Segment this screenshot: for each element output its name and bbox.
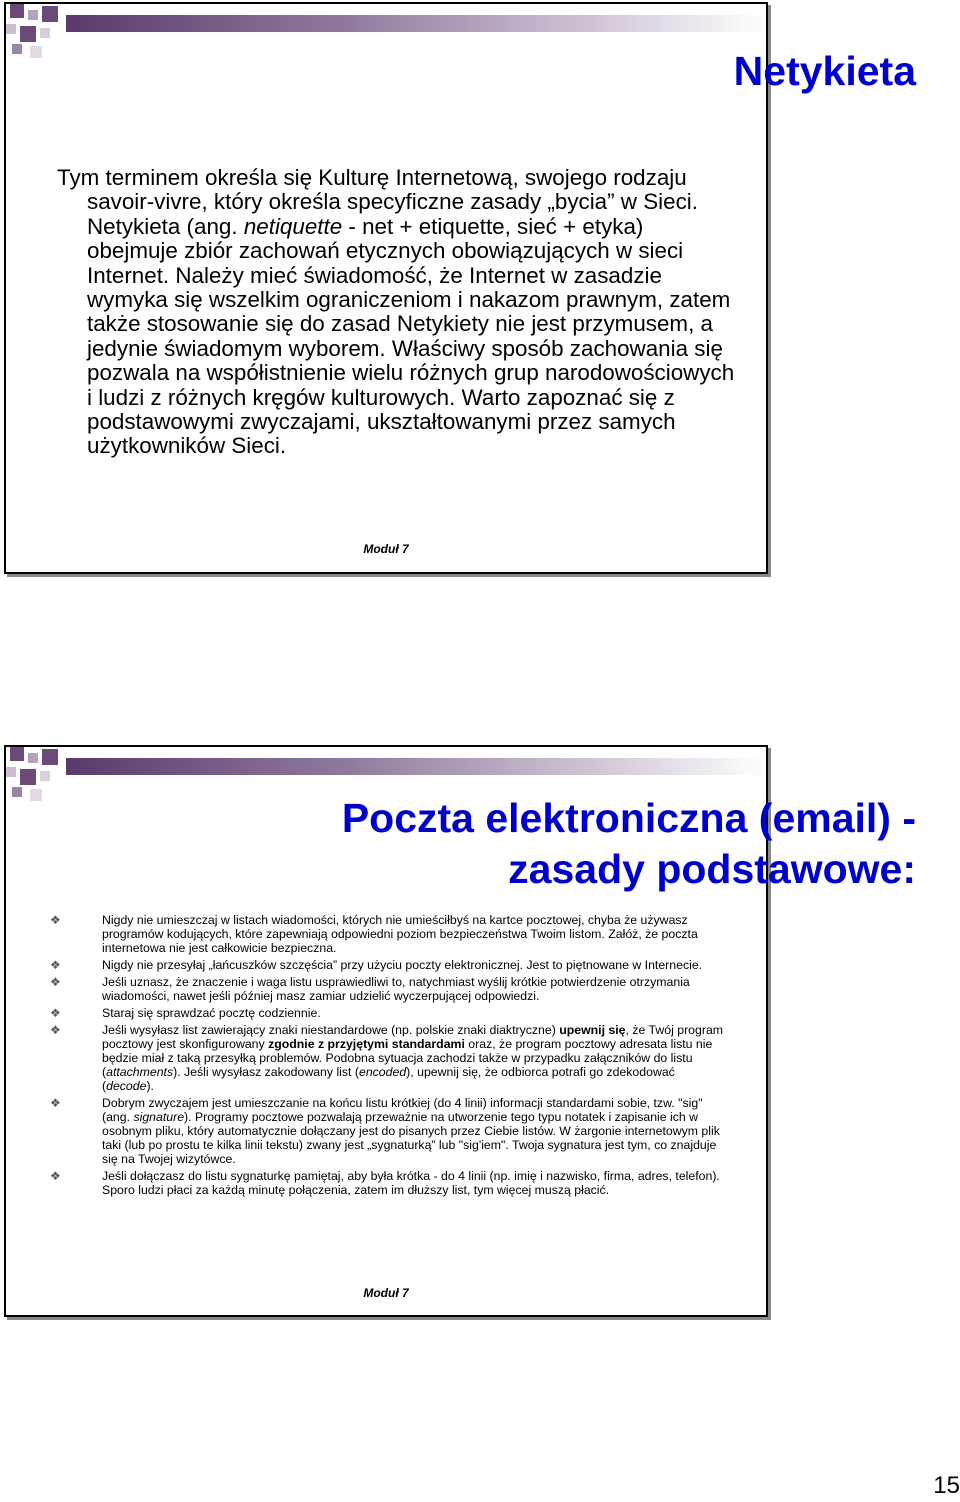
slide-title-line: Poczta elektroniczna (email) -: [341, 795, 916, 841]
slide-title: [342, 793, 916, 895]
diamond-outline-icon: ❖: [50, 975, 61, 989]
list-item: [50, 1006, 726, 1020]
list-item: [50, 975, 726, 1003]
list-item-text: ). Jeśli wysyłasz zakodowany list (: [173, 1065, 359, 1079]
body-text-italic: netiquette: [243, 213, 343, 239]
diamond-outline-icon: ❖: [50, 1096, 61, 1110]
list-item-text: ). Programy pocztowe pozwalają przeważnie na utworzenie tego typu notatek i zapisanie ich w osobnym pliku, który automatycznie dołączany jest do pisanych przez Ciebie listów. W żargonie internetowym plik taki (lub po prostu te kilka linii tekstu) zwany jest „sygnaturką” lub "sig'iem". Twoja sygnatura jest tym, co znajduje się na Twojej wizytówce.: [102, 1110, 720, 1166]
list-item-italic: attachments: [106, 1065, 174, 1079]
diamond-outline-icon: ❖: [50, 913, 61, 927]
page-number: 15: [933, 1472, 960, 1499]
list-item-bold: upewnij się: [559, 1023, 626, 1037]
slide-footer: Moduł 7: [363, 542, 409, 556]
list-item-italic: decode: [106, 1079, 147, 1093]
diamond-outline-icon: ❖: [50, 1169, 61, 1183]
list-item: [50, 1169, 726, 1197]
list-item-text: Jeśli uznasz, że znaczenie i waga listu usprawiedliwi to, natychmiast wyślij krótkie potwierdzenie otrzymania wiadomości, nawet jeśli później masz zamiar udzielić wyczerpującej odpowiedzi.: [102, 975, 690, 1003]
diamond-outline-icon: ❖: [50, 958, 61, 972]
slide-title-line: zasady podstawowe:: [508, 846, 916, 892]
diamond-outline-icon: ❖: [50, 1023, 61, 1037]
rules-list: [50, 913, 726, 1200]
slide-title: Netykieta: [733, 48, 916, 94]
list-item-bold: zgodnie z przyjętymi standardami: [268, 1037, 465, 1051]
diamond-outline-icon: ❖: [50, 1006, 61, 1020]
title-bar-gradient: [66, 15, 766, 32]
list-item: [50, 913, 726, 955]
list-item-text: Dobrym zwyczajem jest umieszczanie na końcu listu krótkiej (do 4 linii) informacji standardami sobie, tzw. "sig" (ang.: [102, 1096, 703, 1124]
list-item-italic: encoded: [358, 1065, 407, 1079]
slide-body-text: [57, 166, 737, 459]
body-text-part: - net + etiquette, sieć + etyka) obejmuje zbiór zachowań etycznych obowiązujących w sieci Internet. Należy mieć świadomość, że Internet w zasadzie wymyka się wszelkim ograniczeniom i nakazom prawnym, zatem także stosowanie się do zasad Netykiety nie jest przymusem, a jedynie świadomym wyborem. Właściwy sposób zachowania się pozwala na współistnienie wielu różnych grup narodowościowych i ludzi z różnych kręgów kulturowych. Warto zapoznać się z podstawowymi zwyczajami, ukształtowanymi przez samych użytkowników Sieci.: [87, 213, 735, 459]
corner-squares-decoration: [6, 747, 68, 803]
title-bar-gradient: [66, 758, 766, 775]
list-item-text: Nigdy nie przesyłaj „łańcuszków szczęścia” przy użyciu poczty elektronicznej. Jest to piętnowane w Internecie.: [102, 958, 703, 972]
list-item-text: Jeśli wysyłasz list zawierający znaki niestandardowe (np. polskie znaki diaktryczne): [102, 1023, 560, 1037]
list-item: [50, 1096, 726, 1166]
list-item: [50, 1023, 726, 1093]
list-item-italic: signature: [133, 1110, 185, 1124]
list-item-text: oraz, że program pocztowy adresata listu nie będzie miał z taką przesyłką problemów. Podobna sytuacja zachodzi także w przypadku załączników do listu (: [102, 1037, 713, 1079]
list-item-text: Nigdy nie umieszczaj w listach wiadomości, których nie umieściłbyś na kartce pocztowej, chyba że używasz programów kodujących, które zapewniają odpowiedni poziom bezpieczeństwa Twoim listom. Załóż, że poczta internetowa nie jest całkowicie bezpieczna.: [102, 913, 698, 955]
corner-squares-decoration: [6, 4, 68, 60]
list-item-text: , że Twój program pocztowy jest skonfigurowany: [102, 1023, 724, 1051]
list-item-text: Staraj się sprawdzać pocztę codziennie.: [102, 1006, 321, 1020]
list-item-text: ), upewnij się, że odbiorca potrafi go zdekodować (: [102, 1065, 675, 1093]
list-item-text: Jeśli dołączasz do listu sygnaturkę pamiętaj, aby była krótka - do 4 linii (np. imię i nazwisko, firma, adres, telefon). Sporo ludzi płaci za każdą minutę połączenia, zatem im dłuższy list, tym więcej muszą płacić.: [102, 1169, 720, 1197]
list-item: [50, 958, 726, 972]
list-item-text: ).: [146, 1079, 154, 1093]
slide-footer: Moduł 7: [363, 1286, 409, 1300]
body-text-part: Tym terminem określa się Kulturę Internetową, swojego rodzaju savoir-vivre, który określa specyficzne zasady „bycia” w Sieci. Netykieta (ang.: [57, 165, 698, 239]
